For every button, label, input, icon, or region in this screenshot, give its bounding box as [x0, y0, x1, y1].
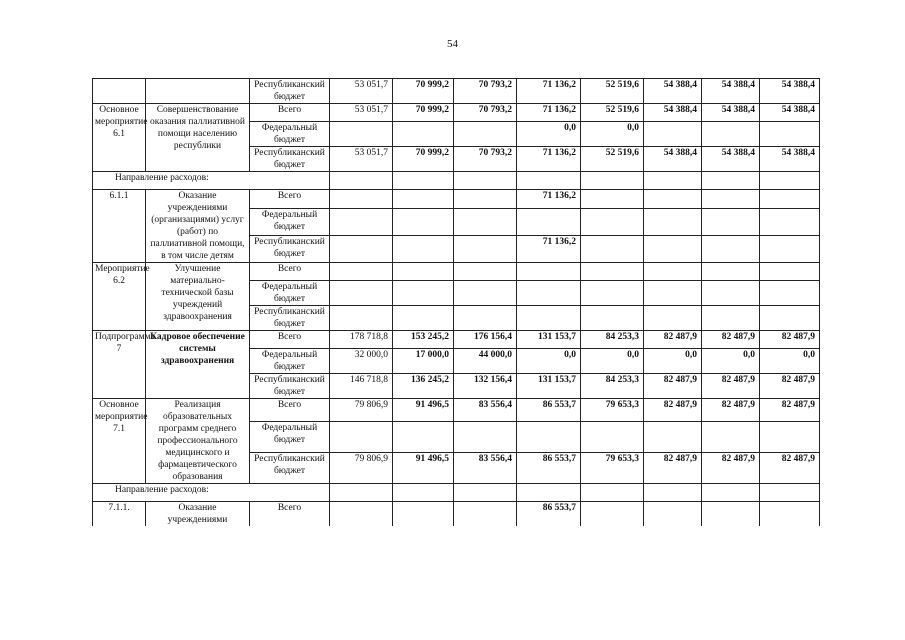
value-cell	[393, 172, 454, 190]
value-cell	[393, 306, 454, 331]
table-row	[93, 331, 820, 349]
value-cell	[702, 172, 760, 190]
source-cell: Всего	[250, 263, 330, 281]
value-cell: 0,0	[581, 122, 644, 147]
value-cell	[330, 209, 393, 236]
direction-row	[93, 484, 820, 502]
value-cell: 70 793,2	[454, 147, 517, 172]
source-cell: Федеральный бюджет	[250, 209, 330, 236]
value-cell: 146 718,8	[330, 374, 393, 399]
value-cell	[644, 306, 702, 331]
source-cell: Федеральный бюджет	[250, 281, 330, 306]
value-cell	[517, 209, 581, 236]
value-cell	[393, 209, 454, 236]
value-cell	[454, 484, 517, 502]
value-cell	[330, 502, 393, 527]
value-cell	[581, 502, 644, 527]
value-cell	[393, 190, 454, 209]
value-cell	[454, 172, 517, 190]
value-cell	[760, 122, 820, 147]
value-cell: 0,0	[760, 349, 820, 374]
value-cell	[644, 484, 702, 502]
value-cell: 70 999,2	[393, 147, 454, 172]
value-cell: 54 388,4	[644, 104, 702, 122]
value-cell	[702, 236, 760, 263]
value-cell	[644, 172, 702, 190]
table-row	[93, 399, 820, 422]
value-cell	[454, 122, 517, 147]
value-cell: 0,0	[702, 349, 760, 374]
row-code: Мероприятие 6.2	[93, 263, 146, 331]
value-cell	[393, 421, 454, 452]
value-cell: 71 136,2	[517, 104, 581, 122]
table-row	[93, 104, 820, 122]
value-cell: 54 388,4	[702, 104, 760, 122]
source-cell: Всего	[250, 502, 330, 527]
value-cell	[330, 421, 393, 452]
value-cell: 32 000,0	[330, 349, 393, 374]
value-cell: 54 388,4	[760, 79, 820, 104]
value-cell	[393, 263, 454, 281]
direction-label: Направление расходов:	[93, 484, 330, 502]
table-row	[93, 190, 820, 209]
value-cell	[702, 421, 760, 452]
value-cell: 79 653,3	[581, 452, 644, 483]
value-cell: 71 136,2	[517, 190, 581, 209]
source-cell: Федеральный бюджет	[250, 349, 330, 374]
value-cell	[330, 172, 393, 190]
value-cell	[760, 190, 820, 209]
source-cell: Федеральный бюджет	[250, 122, 330, 147]
value-cell	[330, 122, 393, 147]
value-cell: 70 999,2	[393, 79, 454, 104]
value-cell	[644, 122, 702, 147]
row-name: Кадровое обеспечение системы здравоохранения	[146, 331, 250, 399]
value-cell	[330, 484, 393, 502]
row-name: Совершенствование оказания паллиативной помощи населению республики	[146, 104, 250, 172]
value-cell: 131 153,7	[517, 331, 581, 349]
value-cell	[393, 502, 454, 527]
value-cell: 53 051,7	[330, 79, 393, 104]
value-cell	[454, 502, 517, 527]
value-cell	[581, 190, 644, 209]
value-cell	[581, 281, 644, 306]
value-cell: 178 718,8	[330, 331, 393, 349]
value-cell	[454, 209, 517, 236]
value-cell	[644, 421, 702, 452]
value-cell: 132 156,4	[454, 374, 517, 399]
value-cell	[517, 281, 581, 306]
value-cell	[702, 190, 760, 209]
row-code: Подпрограмма 7	[93, 331, 146, 399]
row-code: Основное мероприятие 6.1	[93, 104, 146, 172]
value-cell	[644, 209, 702, 236]
value-cell	[454, 306, 517, 331]
value-cell: 82 487,9	[760, 399, 820, 422]
value-cell: 54 388,4	[702, 147, 760, 172]
value-cell	[702, 502, 760, 527]
value-cell	[581, 306, 644, 331]
value-cell	[330, 263, 393, 281]
value-cell: 86 553,7	[517, 502, 581, 527]
source-cell: Республиканский бюджет	[250, 147, 330, 172]
table-row	[93, 502, 820, 527]
value-cell	[454, 236, 517, 263]
value-cell	[517, 421, 581, 452]
value-cell: 0,0	[517, 122, 581, 147]
table-row	[93, 263, 820, 281]
value-cell: 71 136,2	[517, 236, 581, 263]
value-cell: 91 496,5	[393, 399, 454, 422]
value-cell	[581, 172, 644, 190]
value-cell	[702, 484, 760, 502]
row-name: Улучшение материально-технической базы учреждений здравоохранения	[146, 263, 250, 331]
value-cell: 82 487,9	[702, 452, 760, 483]
value-cell	[581, 421, 644, 452]
value-cell	[644, 502, 702, 527]
value-cell	[517, 484, 581, 502]
value-cell: 82 487,9	[644, 374, 702, 399]
value-cell: 54 388,4	[644, 79, 702, 104]
page-number: 54	[447, 38, 458, 50]
value-cell	[760, 236, 820, 263]
value-cell	[760, 421, 820, 452]
source-cell: Республиканский бюджет	[250, 306, 330, 331]
value-cell: 83 556,4	[454, 452, 517, 483]
value-cell: 70 999,2	[393, 104, 454, 122]
value-cell: 52 519,6	[581, 79, 644, 104]
value-cell	[330, 306, 393, 331]
value-cell: 44 000,0	[454, 349, 517, 374]
value-cell: 82 487,9	[760, 374, 820, 399]
value-cell: 52 519,6	[581, 104, 644, 122]
value-cell	[517, 263, 581, 281]
source-cell: Всего	[250, 104, 330, 122]
value-cell: 52 519,6	[581, 147, 644, 172]
value-cell: 131 153,7	[517, 374, 581, 399]
value-cell	[393, 281, 454, 306]
value-cell: 54 388,4	[760, 104, 820, 122]
value-cell: 136 245,2	[393, 374, 454, 399]
value-cell	[702, 209, 760, 236]
source-cell: Всего	[250, 331, 330, 349]
value-cell	[454, 263, 517, 281]
value-cell: 54 388,4	[702, 79, 760, 104]
source-cell: Республиканский бюджет	[250, 452, 330, 483]
value-cell	[581, 263, 644, 281]
value-cell	[760, 484, 820, 502]
value-cell	[330, 281, 393, 306]
value-cell: 82 487,9	[644, 399, 702, 422]
value-cell: 71 136,2	[517, 79, 581, 104]
value-cell	[393, 122, 454, 147]
source-cell: Всего	[250, 190, 330, 209]
value-cell: 0,0	[581, 349, 644, 374]
value-cell: 83 556,4	[454, 399, 517, 422]
value-cell	[760, 209, 820, 236]
value-cell: 86 553,7	[517, 399, 581, 422]
value-cell	[760, 502, 820, 527]
value-cell	[644, 281, 702, 306]
value-cell: 54 388,4	[644, 147, 702, 172]
source-cell: Республиканский бюджет	[250, 374, 330, 399]
value-cell	[517, 172, 581, 190]
value-cell	[581, 209, 644, 236]
value-cell: 70 793,2	[454, 104, 517, 122]
row-code: Основное мероприятие 7.1	[93, 399, 146, 484]
value-cell: 53 051,7	[330, 147, 393, 172]
value-cell	[702, 281, 760, 306]
value-cell: 82 487,9	[760, 331, 820, 349]
value-cell	[760, 306, 820, 331]
value-cell	[393, 484, 454, 502]
direction-label: Направление расходов:	[93, 172, 330, 190]
budget-table	[92, 78, 820, 526]
value-cell: 82 487,9	[644, 331, 702, 349]
direction-row	[93, 172, 820, 190]
value-cell	[393, 236, 454, 263]
source-cell: Федеральный бюджет	[250, 421, 330, 452]
value-cell	[581, 484, 644, 502]
value-cell	[702, 263, 760, 281]
value-cell: 71 136,2	[517, 147, 581, 172]
value-cell	[644, 263, 702, 281]
table-row	[93, 79, 820, 104]
value-cell	[454, 281, 517, 306]
value-cell	[330, 236, 393, 263]
value-cell: 54 388,4	[760, 147, 820, 172]
value-cell: 79 806,9	[330, 399, 393, 422]
value-cell	[702, 122, 760, 147]
row-name: Реализация образовательных программ среднего профессионального медицинского и фармацевтического образования	[146, 399, 250, 484]
value-cell	[454, 421, 517, 452]
value-cell: 91 496,5	[393, 452, 454, 483]
value-cell: 82 487,9	[702, 331, 760, 349]
value-cell: 70 793,2	[454, 79, 517, 104]
row-name: Оказание учреждениями	[146, 502, 250, 527]
value-cell	[644, 190, 702, 209]
value-cell	[581, 236, 644, 263]
source-cell: Всего	[250, 399, 330, 422]
value-cell	[760, 172, 820, 190]
value-cell: 79 806,9	[330, 452, 393, 483]
value-cell: 17 000,0	[393, 349, 454, 374]
value-cell	[702, 306, 760, 331]
source-cell: Республиканский бюджет	[250, 236, 330, 263]
row-code: 7.1.1.	[93, 502, 146, 527]
value-cell	[760, 263, 820, 281]
value-cell	[454, 190, 517, 209]
value-cell	[330, 190, 393, 209]
source-cell: Республиканский бюджет	[250, 79, 330, 104]
value-cell: 86 553,7	[517, 452, 581, 483]
value-cell: 79 653,3	[581, 399, 644, 422]
value-cell: 84 253,3	[581, 331, 644, 349]
value-cell: 82 487,9	[702, 399, 760, 422]
value-cell: 153 245,2	[393, 331, 454, 349]
value-cell: 53 051,7	[330, 104, 393, 122]
value-cell	[760, 281, 820, 306]
value-cell: 176 156,4	[454, 331, 517, 349]
value-cell: 84 253,3	[581, 374, 644, 399]
row-name-cell	[146, 79, 250, 104]
row-code: 6.1.1	[93, 190, 146, 263]
row-code-cell	[93, 79, 146, 104]
value-cell: 0,0	[644, 349, 702, 374]
value-cell: 0,0	[517, 349, 581, 374]
value-cell: 82 487,9	[644, 452, 702, 483]
value-cell	[517, 306, 581, 331]
value-cell: 82 487,9	[702, 374, 760, 399]
row-name: Оказание учреждениями (организациями) услуг (работ) по паллиативной помощи, в том числе детям	[146, 190, 250, 263]
value-cell: 82 487,9	[760, 452, 820, 483]
value-cell	[644, 236, 702, 263]
